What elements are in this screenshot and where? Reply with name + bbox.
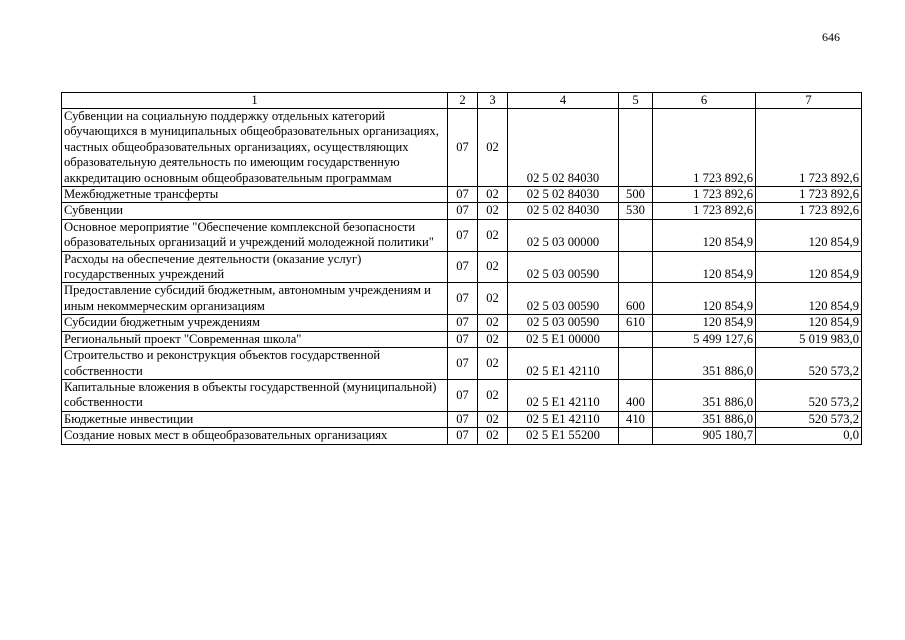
cell-amount-1: 1 723 892,6 — [653, 187, 756, 203]
cell-name: Бюджетные инвестиции — [62, 411, 448, 427]
table-row — [62, 251, 862, 283]
cell-name: Субвенции на социальную поддержку отдельных категорий обучающихся в муниципальных общеобразовательных организациях, частных общеобразовательных организациях, осуществляющих образовательную деятельность по имеющим государственную аккредитацию основным общеобразовательным программам — [62, 109, 448, 187]
cell-subsection: 02 — [478, 315, 508, 331]
cell-amount-1: 351 886,0 — [653, 411, 756, 427]
cell-section: 07 — [448, 187, 478, 203]
cell-amount-1: 120 854,9 — [653, 283, 756, 315]
cell-expense-type — [619, 348, 653, 380]
cell-amount-1: 120 854,9 — [653, 219, 756, 251]
cell-amount-1: 905 180,7 — [653, 428, 756, 444]
cell-expense-type: 600 — [619, 283, 653, 315]
cell-target-article: 02 5 E1 42110 — [508, 379, 619, 411]
cell-amount-2: 120 854,9 — [756, 251, 862, 283]
cell-amount-2: 1 723 892,6 — [756, 187, 862, 203]
cell-expense-type: 500 — [619, 187, 653, 203]
table-row — [62, 109, 862, 187]
col-header-4: 4 — [508, 93, 619, 109]
col-header-2: 2 — [448, 93, 478, 109]
cell-target-article: 02 5 E1 00000 — [508, 331, 619, 347]
cell-expense-type — [619, 251, 653, 283]
cell-amount-1: 1 723 892,6 — [653, 109, 756, 187]
cell-target-article: 02 5 E1 42110 — [508, 411, 619, 427]
cell-section: 07 — [448, 251, 478, 283]
table-row — [62, 203, 862, 219]
cell-amount-2: 120 854,9 — [756, 219, 862, 251]
col-header-7: 7 — [756, 93, 862, 109]
cell-amount-1: 351 886,0 — [653, 379, 756, 411]
cell-section: 07 — [448, 203, 478, 219]
cell-section: 07 — [448, 315, 478, 331]
budget-table — [61, 92, 862, 445]
cell-subsection: 02 — [478, 219, 508, 251]
cell-name: Региональный проект "Современная школа" — [62, 331, 448, 347]
cell-target-article: 02 5 03 00000 — [508, 219, 619, 251]
cell-section: 07 — [448, 219, 478, 251]
cell-amount-2: 1 723 892,6 — [756, 109, 862, 187]
cell-section: 07 — [448, 348, 478, 380]
col-header-1: 1 — [62, 93, 448, 109]
cell-amount-2: 1 723 892,6 — [756, 203, 862, 219]
cell-expense-type: 410 — [619, 411, 653, 427]
cell-subsection: 02 — [478, 428, 508, 444]
cell-amount-2: 520 573,2 — [756, 379, 862, 411]
cell-section: 07 — [448, 109, 478, 187]
cell-expense-type: 530 — [619, 203, 653, 219]
cell-amount-2: 120 854,9 — [756, 315, 862, 331]
cell-target-article: 02 5 03 00590 — [508, 251, 619, 283]
table-row — [62, 315, 862, 331]
header-row — [62, 93, 862, 109]
table-row — [62, 219, 862, 251]
cell-amount-2: 520 573,2 — [756, 411, 862, 427]
cell-name: Межбюджетные трансферты — [62, 187, 448, 203]
table-row — [62, 187, 862, 203]
col-header-6: 6 — [653, 93, 756, 109]
cell-subsection: 02 — [478, 283, 508, 315]
cell-expense-type — [619, 428, 653, 444]
cell-expense-type — [619, 109, 653, 187]
table-row — [62, 348, 862, 380]
cell-name: Основное мероприятие "Обеспечение комплексной безопасности образовательных организаций и учреждений молодежной политики" — [62, 219, 448, 251]
page-number: 646 — [822, 30, 840, 44]
cell-name: Создание новых мест в общеобразовательных организациях — [62, 428, 448, 444]
cell-amount-1: 5 499 127,6 — [653, 331, 756, 347]
cell-name: Расходы на обеспечение деятельности (оказание услуг) государственных учреждений — [62, 251, 448, 283]
cell-target-article: 02 5 03 00590 — [508, 283, 619, 315]
cell-amount-1: 351 886,0 — [653, 348, 756, 380]
cell-section: 07 — [448, 379, 478, 411]
cell-section: 07 — [448, 331, 478, 347]
cell-expense-type — [619, 219, 653, 251]
cell-subsection: 02 — [478, 379, 508, 411]
cell-target-article: 02 5 E1 55200 — [508, 428, 619, 444]
cell-amount-2: 5 019 983,0 — [756, 331, 862, 347]
col-header-5: 5 — [619, 93, 653, 109]
cell-amount-2: 520 573,2 — [756, 348, 862, 380]
cell-target-article: 02 5 E1 42110 — [508, 348, 619, 380]
cell-amount-1: 120 854,9 — [653, 251, 756, 283]
cell-target-article: 02 5 03 00590 — [508, 315, 619, 331]
cell-expense-type: 610 — [619, 315, 653, 331]
table-row — [62, 379, 862, 411]
cell-subsection: 02 — [478, 203, 508, 219]
cell-amount-2: 120 854,9 — [756, 283, 862, 315]
cell-section: 07 — [448, 283, 478, 315]
table-row — [62, 283, 862, 315]
table-row — [62, 411, 862, 427]
cell-target-article: 02 5 02 84030 — [508, 187, 619, 203]
cell-expense-type: 400 — [619, 379, 653, 411]
cell-subsection: 02 — [478, 348, 508, 380]
table-row — [62, 428, 862, 444]
col-header-3: 3 — [478, 93, 508, 109]
table-row — [62, 331, 862, 347]
cell-subsection: 02 — [478, 251, 508, 283]
cell-name: Строительство и реконструкция объектов государственной собственности — [62, 348, 448, 380]
cell-expense-type — [619, 331, 653, 347]
cell-name: Капитальные вложения в объекты государственной (муниципальной) собственности — [62, 379, 448, 411]
cell-amount-1: 1 723 892,6 — [653, 203, 756, 219]
cell-name: Субвенции — [62, 203, 448, 219]
cell-name: Предоставление субсидий бюджетным, автономным учреждениям и иным некоммерческим организациям — [62, 283, 448, 315]
cell-subsection: 02 — [478, 411, 508, 427]
cell-target-article: 02 5 02 84030 — [508, 109, 619, 187]
cell-target-article: 02 5 02 84030 — [508, 203, 619, 219]
cell-subsection: 02 — [478, 187, 508, 203]
cell-section: 07 — [448, 428, 478, 444]
cell-amount-2: 0,0 — [756, 428, 862, 444]
cell-subsection: 02 — [478, 109, 508, 187]
cell-section: 07 — [448, 411, 478, 427]
cell-name: Субсидии бюджетным учреждениям — [62, 315, 448, 331]
cell-subsection: 02 — [478, 331, 508, 347]
cell-amount-1: 120 854,9 — [653, 315, 756, 331]
